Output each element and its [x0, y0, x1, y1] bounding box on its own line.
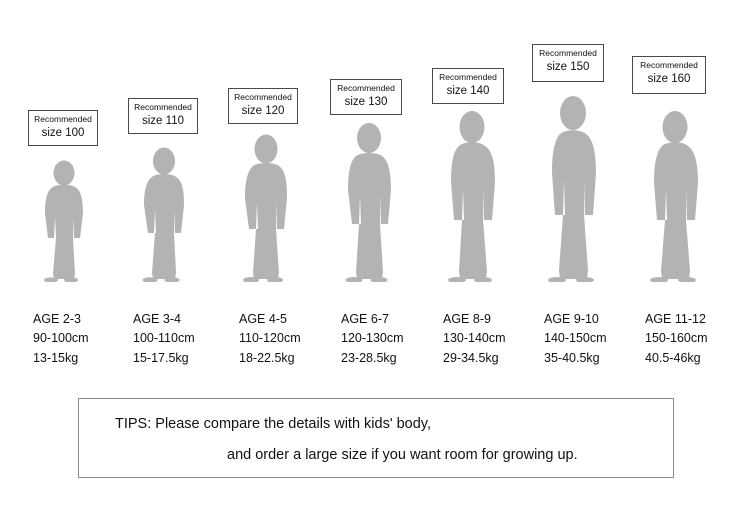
recommended-label-1: Recommended	[34, 114, 92, 124]
height-label-4: 120-130cm	[341, 331, 404, 346]
child-silhouette-3	[238, 134, 294, 282]
weight-label-4: 23-28.5kg	[341, 350, 397, 365]
size-labels-5	[443, 310, 506, 368]
tips-box	[78, 398, 674, 478]
child-silhouette-5	[442, 110, 502, 282]
weight-label-7: 40.5-46kg	[645, 350, 701, 365]
recommended-label-3: Recommended	[234, 92, 292, 102]
height-label-1: 90-100cm	[33, 331, 89, 346]
child-silhouette-6	[542, 95, 604, 282]
recommended-size-6: size 150	[546, 60, 590, 73]
recommended-size-2: size 110	[142, 114, 184, 127]
age-label-2: AGE 3-4	[133, 312, 181, 326]
weight-label-3: 18-22.5kg	[239, 350, 295, 365]
recommended-label-7: Recommended	[640, 60, 698, 70]
recommended-size-box-4	[330, 79, 402, 115]
recommended-size-7: size 160	[647, 72, 691, 85]
recommended-label-4: Recommended	[337, 83, 395, 93]
height-label-5: 130-140cm	[443, 331, 506, 346]
height-label-2: 100-110cm	[133, 331, 195, 346]
size-labels-6	[544, 310, 607, 368]
child-silhouette-1	[40, 160, 88, 282]
tips-line-2: and order a large size if you want room for growing up.	[227, 447, 578, 463]
age-label-4: AGE 6-7	[341, 312, 389, 326]
age-label-6: AGE 9-10	[544, 312, 599, 326]
age-label-1: AGE 2-3	[33, 312, 81, 326]
recommended-size-5: size 140	[446, 84, 490, 97]
recommended-size-3: size 120	[241, 104, 285, 117]
child-silhouette-4	[340, 122, 398, 282]
age-label-5: AGE 8-9	[443, 312, 491, 326]
recommended-size-box-2	[128, 98, 198, 134]
recommended-size-4: size 130	[344, 95, 388, 108]
height-label-6: 140-150cm	[544, 331, 607, 346]
recommended-label-6: Recommended	[539, 48, 597, 58]
recommended-size-box-6	[532, 44, 604, 82]
recommended-label-2: Recommended	[134, 102, 192, 112]
recommended-size-box-5	[432, 68, 504, 104]
weight-label-1: 13-15kg	[33, 350, 79, 365]
size-labels-2	[133, 310, 195, 368]
recommended-size-box-1	[28, 110, 98, 146]
size-labels-1	[33, 310, 89, 368]
age-label-7: AGE 11-12	[645, 312, 706, 326]
recommended-label-5: Recommended	[439, 72, 497, 82]
size-labels-3	[239, 310, 301, 368]
age-label-3: AGE 4-5	[239, 312, 287, 326]
child-silhouette-2	[138, 147, 190, 282]
height-label-3: 110-120cm	[239, 331, 301, 346]
tips-line-1: TIPS: Please compare the details with kids' body,	[115, 416, 432, 432]
recommended-size-box-3	[228, 88, 298, 124]
weight-label-5: 29-34.5kg	[443, 350, 499, 365]
height-label-7: 150-160cm	[645, 331, 708, 346]
recommended-size-box-7	[632, 56, 706, 94]
weight-label-6: 35-40.5kg	[544, 350, 600, 365]
recommended-size-1: size 100	[41, 126, 85, 139]
weight-label-2: 15-17.5kg	[133, 350, 189, 365]
child-silhouette-7	[644, 110, 706, 282]
size-labels-4	[341, 310, 404, 368]
size-labels-7	[645, 310, 708, 368]
